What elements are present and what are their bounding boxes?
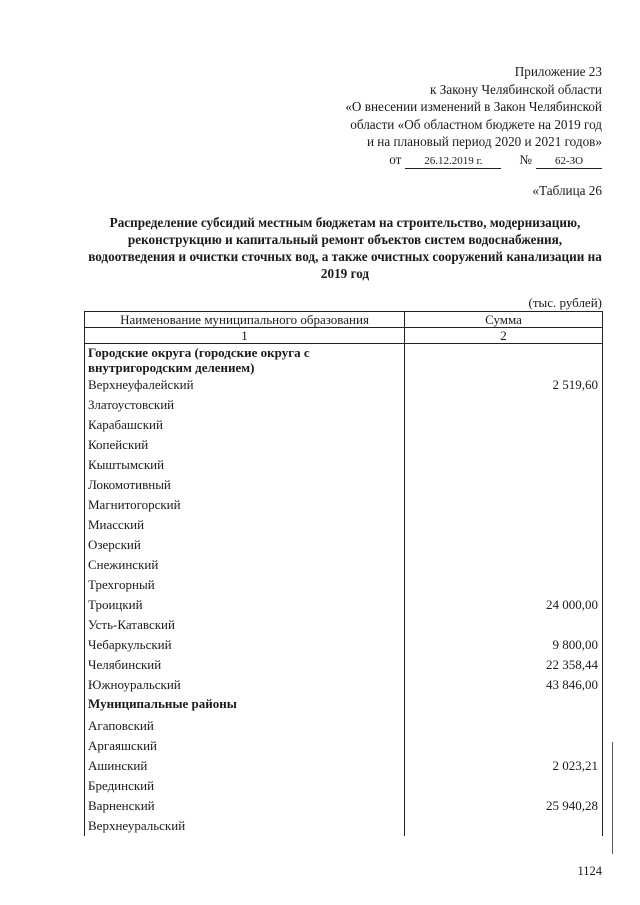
- subsidy-table: [84, 311, 603, 836]
- subsidy-amount: [405, 716, 603, 736]
- subsidy-amount: [405, 495, 603, 515]
- table-header-row: [85, 312, 603, 328]
- municipality-name: Троицкий: [85, 595, 405, 615]
- appendix-header: [345, 63, 602, 169]
- table-row: [85, 816, 603, 836]
- municipality-name: Верхнеуфалейский: [85, 375, 405, 395]
- municipality-name: Южноуральский: [85, 675, 405, 695]
- table-row: [85, 675, 603, 695]
- table-row: [85, 716, 603, 736]
- table-row: [85, 655, 603, 675]
- column-header-name: Наименование муниципального образования: [85, 312, 405, 328]
- municipality-name: Варненский: [85, 796, 405, 816]
- section-value: [405, 695, 603, 716]
- header-line: «О внесении изменений в Закон Челябинской: [345, 99, 602, 114]
- municipality-name: Снежинский: [85, 555, 405, 575]
- column-number-row: [85, 328, 603, 344]
- column-header-sum: Сумма: [405, 312, 603, 328]
- table-row: [85, 535, 603, 555]
- table-row: [85, 776, 603, 796]
- section-value: [405, 344, 603, 376]
- municipality-name: Локомотивный: [85, 475, 405, 495]
- table-label: «Таблица 26: [532, 183, 602, 198]
- subsidy-amount: 43 846,00: [405, 675, 603, 695]
- subsidy-amount: 24 000,00: [405, 595, 603, 615]
- subsidy-amount: [405, 415, 603, 435]
- subsidy-amount: 25 940,28: [405, 796, 603, 816]
- table-row: [85, 475, 603, 495]
- table-row: [85, 796, 603, 816]
- municipality-name: Ашинский: [85, 756, 405, 776]
- table-row: [85, 756, 603, 776]
- table-row: [85, 395, 603, 415]
- table-row: [85, 555, 603, 575]
- table-row: [85, 635, 603, 655]
- page-number: 1124: [577, 864, 602, 878]
- subsidy-amount: [405, 395, 603, 415]
- column-number: 1: [85, 328, 405, 344]
- header-line: области «Об областном бюджете на 2019 год: [350, 116, 602, 132]
- header-line: Приложение 23: [514, 64, 602, 79]
- subsidy-amount: [405, 615, 603, 635]
- document-title: Распределение субсидий местным бюджетам на строительство, модернизацию, реконструкцию и капитальный ремонт объектов систем водоснабжения, водоотведения и очистки сточных вод, а также очистных сооружений канализации на 2019 год: [88, 215, 602, 281]
- law-number: 62-ЗО: [536, 155, 602, 169]
- table-row: [85, 415, 603, 435]
- units-label: (тыс. рублей): [528, 295, 602, 310]
- table-row: [85, 435, 603, 455]
- municipality-name: Копейский: [85, 435, 405, 455]
- subsidy-amount: 2 519,60: [405, 375, 603, 395]
- subsidy-amount: [405, 535, 603, 555]
- section-title: Муниципальные районы: [85, 695, 405, 716]
- column-number: 2: [405, 328, 603, 344]
- margin-mark: [612, 742, 613, 854]
- subsidy-amount: [405, 816, 603, 836]
- section-row-municipal-districts: [85, 695, 603, 716]
- number-prefix: №: [519, 151, 532, 167]
- table-row: [85, 575, 603, 595]
- subsidy-amount: [405, 475, 603, 495]
- subsidy-amount: [405, 776, 603, 796]
- municipality-name: Златоустовский: [85, 395, 405, 415]
- table-row: [85, 455, 603, 475]
- law-date: 26.12.2019 г.: [405, 155, 501, 169]
- municipality-name: Верхнеуральский: [85, 816, 405, 836]
- municipality-name: Трехгорный: [85, 575, 405, 595]
- header-line: к Закону Челябинской области: [430, 81, 602, 97]
- subsidy-amount: [405, 555, 603, 575]
- table-row: [85, 736, 603, 756]
- subsidy-amount: [405, 575, 603, 595]
- municipality-name: Аргаяшский: [85, 736, 405, 756]
- municipality-name: Озерский: [85, 535, 405, 555]
- municipality-name: Магнитогорский: [85, 495, 405, 515]
- table-row: [85, 495, 603, 515]
- table-row: [85, 615, 603, 635]
- header-line: и на плановый период 2020 и 2021 годов»: [366, 134, 602, 149]
- municipality-name: Кыштымский: [85, 455, 405, 475]
- subsidy-amount: 9 800,00: [405, 635, 603, 655]
- subsidy-amount: [405, 455, 603, 475]
- municipality-name: Агаповский: [85, 716, 405, 736]
- municipality-name: Чебаркульский: [85, 635, 405, 655]
- municipality-name: Челябинский: [85, 655, 405, 675]
- table-row: [85, 595, 603, 615]
- municipality-name: Миасский: [85, 515, 405, 535]
- municipality-name: Брединский: [85, 776, 405, 796]
- date-prefix: от: [389, 151, 402, 167]
- table-row: [85, 515, 603, 535]
- subsidy-amount: [405, 435, 603, 455]
- section-title: Городские округа (городские округа с внутригородским делением): [85, 344, 405, 376]
- municipality-name: Усть-Катавский: [85, 615, 405, 635]
- subsidy-amount: 2 023,21: [405, 756, 603, 776]
- municipality-name: Карабашский: [85, 415, 405, 435]
- section-row-urban-districts: [85, 344, 603, 376]
- subsidy-amount: 22 358,44: [405, 655, 603, 675]
- table-row: [85, 375, 603, 395]
- subsidy-amount: [405, 515, 603, 535]
- table-body: [85, 344, 603, 837]
- subsidy-amount: [405, 736, 603, 756]
- date-number-line: [345, 151, 602, 169]
